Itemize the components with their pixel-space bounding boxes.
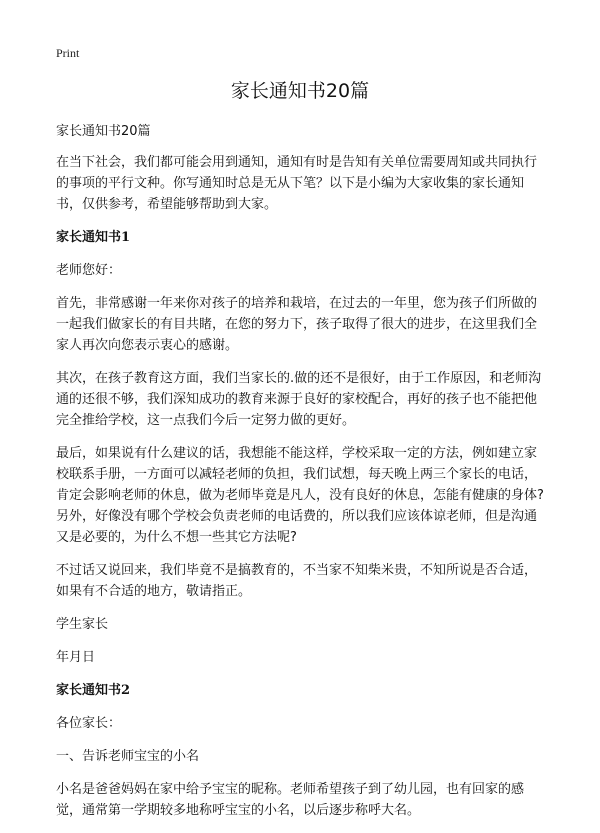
list-item-1: 一、告诉老师宝宝的小名	[56, 749, 200, 764]
print-label: Print	[56, 46, 80, 60]
paragraph-1-1: 首先，非常感谢一年来你对孩子的培养和栽培，在过去的一年里，您为孩子们所做的一起我们做家长的有目共睹，在您的努力下，孩子取得了很大的进步，在这里我们全家人再次向您表示衷心的感谢。	[56, 296, 538, 353]
signature: 学生家长	[56, 617, 109, 632]
intro-paragraph: 在当下社会，我们都可能会用到通知，通知有时是告知有关单位需要周知或共同执行的事项的平行文种。你写通知时总是无从下笔？以下是小编为大家收集的家长通知书，仅供参考，希望能够帮助到大家。	[56, 155, 538, 212]
paragraph-1-3: 最后，如果说有什么建议的话，我想能不能这样，学校采取一定的方法，例如建立家校联系手册，一方面可以减轻老师的负担，我们试想，每天晚上两三个家长的电话，肯定会影响老师的休息，做为老师毕竟是凡人，没有良好的休息，怎能有健康的身体?另外，好像没有哪个学校会负责老师的电话费的，所以我们应该体谅老师，但是沟通又是必要的，为什么不想一些其它方法呢?	[56, 446, 544, 545]
greeting-1: 老师您好：	[56, 263, 122, 278]
date-line: 年月日	[56, 650, 96, 665]
greeting-2: 各位家长：	[56, 716, 122, 731]
section-heading-2: 家长通知书2	[56, 683, 131, 698]
document-subtitle: 家长通知书20篇	[56, 124, 151, 139]
paragraph-1-4: 不过话又说回来，我们毕竟不是搞教育的，不当家不知柴米贵，不知所说是否合适，如果有不合适的地方，敬请指正。	[56, 563, 538, 599]
section-heading-1: 家长通知书1	[56, 230, 131, 245]
page-title: 家长通知书20篇	[230, 80, 370, 102]
document-body	[56, 121, 546, 833]
paragraph-1-2: 其次，在孩子教育这方面，我们当家长的.做的还不是很好，由于工作原因，和老师沟通的还很不够，我们深知成功的教育来源于良好的家校配合，再好的孩子也不能把他完全推给学校，这一点我们今后一定努力做的更好。	[56, 371, 542, 428]
paragraph-2-1: 小名是爸爸妈妈在家中给予宝宝的昵称。老师希望孩子到了幼儿园，也有回家的感觉，通常第一学期较多地称呼宝宝的小名，以后逐步称呼大名。	[56, 782, 525, 818]
